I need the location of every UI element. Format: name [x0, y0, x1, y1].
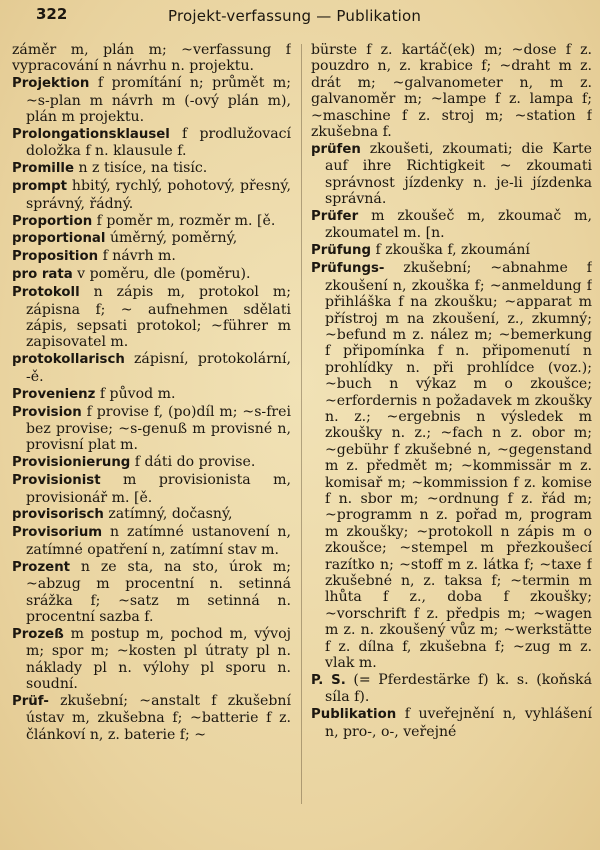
dictionary-entry [12, 160, 291, 177]
entry-definition: n zápis m, protokol m; zápisna f; ~ aufnehmen sdělati zápis, sepsati protokol; ~führer m zapisovatel m. [26, 284, 291, 351]
dictionary-entry [12, 248, 291, 265]
entry-definition: (= Pferdestärke f) k. s. (koňská síla f). [325, 671, 592, 706]
entry-definition: m postup m, pochod m, vývoj m; spor m; ~kosten pl útraty pl n. náklady pl n. výlohy pl sporu n. soudní. [26, 625, 291, 693]
entry-headword: prüfen [311, 141, 361, 157]
entry-headword: P. S. [311, 672, 346, 688]
entry-headword: pro rata [12, 267, 73, 283]
dictionary-entry [12, 559, 291, 626]
dictionary-entry [12, 626, 291, 693]
entry-headword: protokollarisch [12, 352, 125, 368]
dictionary-entry [311, 242, 592, 259]
dictionary-entry [311, 42, 592, 140]
entry-definition: zkoušeti, zkoumati; die Karte auf ihre Richtigkeit ~ zkoumati správnost jízdenky n. je-li jízdenka správná. [325, 140, 592, 208]
entry-definition: hbitý, rychlý, pohotový, přesný, správný, řádný. [26, 178, 291, 212]
dictionary-entry [12, 506, 291, 523]
entry-definition: m provisionista m, provisionář m. [ě. [26, 472, 291, 506]
dictionary-entry [12, 42, 291, 75]
entry-definition: n ze sta, na sto, úrok m; ~abzug m procentní n. setinná srážka f; ~satz m setinná n. procentní sazba f. [26, 558, 291, 625]
dictionary-entry [12, 178, 291, 212]
column-divider [301, 44, 302, 804]
entry-definition: n zatímné ustanovení n, zatímné opatření n, zatímní stav m. [26, 524, 291, 558]
dictionary-entry [12, 126, 291, 160]
entry-headword: Proportion [12, 213, 93, 229]
entry-definition: f uveřejnění n, vyhlášení n, pro-, o-, veřejné [325, 706, 592, 740]
entry-headword: Provisionierung [12, 455, 131, 471]
dictionary-entry [12, 75, 291, 125]
entry-headword: Publikation [311, 707, 397, 723]
entry-definition: záměr m, plán m; ~verfassung f vypracování n návrhu n. projektu. [12, 42, 291, 75]
dictionary-entry [311, 260, 592, 671]
entry-headword: Prüfer [311, 209, 359, 225]
entry-definition: f návrh m. [98, 248, 176, 265]
entry-headword: Protokoll [12, 285, 80, 301]
dictionary-entry [12, 472, 291, 506]
running-head: Projekt-verfassung — Publikation [168, 7, 422, 25]
dictionary-entry [12, 266, 291, 283]
entry-definition: zápisní, protokolární, -ě. [26, 351, 291, 385]
entry-headword: Prozeß [12, 626, 64, 642]
entry-definition: f provise f, (po)díl m; ~s-frei bez provise; ~s-genuß m provisné n, provisní plat m. [26, 403, 291, 454]
entry-headword: Provisorium [12, 525, 103, 541]
entry-definition: f dáti do provise. [130, 454, 256, 471]
entry-headword: provisorisch [12, 507, 104, 523]
left-column [12, 42, 291, 842]
dictionary-entry [12, 454, 291, 471]
dictionary-entry [12, 230, 291, 247]
entry-headword: Provenienz [12, 386, 96, 402]
entry-definition: zkušební; ~anstalt f zkušební ústav m, zkušebna f; ~batterie f z. článkoví n, z. baterie f; ~ [26, 692, 291, 743]
right-column [311, 42, 592, 842]
entry-headword: Promille [12, 161, 74, 177]
dictionary-entry [12, 351, 291, 385]
entry-definition: úměrný, poměrný, [105, 230, 238, 247]
dictionary-entry [12, 284, 291, 351]
entry-headword: prompt [12, 179, 67, 195]
entry-definition: f poměr m, rozměr m. [ě. [92, 212, 276, 229]
entry-definition: m zkoušeč m, zkoumač m, zkoumatel m. [n. [325, 208, 592, 242]
entry-headword: Proposition [12, 249, 99, 265]
entry-headword: Prüfungs- [311, 261, 385, 277]
entry-headword: Prüfung [311, 243, 372, 259]
entry-headword: Prüf- [12, 693, 49, 709]
page-number: 322 [36, 5, 68, 23]
entry-definition: zatímný, dočasný, [103, 506, 233, 523]
dictionary-entry [12, 693, 291, 743]
dictionary-entry [12, 386, 291, 403]
entry-headword: proportional [12, 231, 106, 247]
page-header [18, 3, 582, 31]
entry-headword: Provision [12, 404, 82, 420]
dictionary-entry [12, 213, 291, 230]
entry-headword: Prozent [12, 559, 71, 575]
entry-definition: bürste f z. kartáč(ek) m; ~dose f z. pouzdro n, z. krabice f; ~draht m z. drát m; ~galvanometer n, m z. galvanoměr m; ~lampe f z. lampa f; ~maschine f z. stroj m; ~station f zkušebna f. [311, 42, 592, 141]
entry-definition: n z tisíce, na tisíc. [74, 160, 208, 177]
entry-definition: f prodlužovací doložka f n. klausule f. [26, 126, 291, 160]
entry-definition: f promítání n; průmět m; ~s-plan m návrh m (-ový plán m), plán m projektu. [26, 75, 291, 126]
dictionary-entry [311, 141, 592, 208]
entry-definition: v poměru, dle (poměru). [72, 266, 251, 283]
entry-headword: Provisionist [12, 473, 101, 489]
entry-definition: f zkouška f, zkoumání [371, 242, 530, 259]
dictionary-entry [12, 404, 291, 454]
dictionary-entry [311, 208, 592, 242]
entry-headword: Projektion [12, 76, 90, 92]
entry-definition: zkušební; ~abnahme f zkoušení n, zkouška f; ~anmeldung f přihláška f na zkoušku; ~apparat m přístroj m na zkoušení, z., zkumný; ~befund m z. nález m; ~bemerkung f připomínka f n. připomenutí n prohlídky n. při prohlídce (voz.); ~buch n výkaz m o zkoušce; ~erfordernis n požadavek m zkoušky n. z.; ~ergebnis n výsledek m zkoušky n. z.; ~fach n z. obor m; ~gebühr f zkušebné n, ~gegenstand m z. předmět m; ~kommissär m z. komisař m; ~kommission f z. komise f n. sbor m; ~ordnung f z. řád m; ~programm n z. pořad m, program m zkoušky; ~protokoll n zápis m o zkoušce; ~stempel m přezkoušecí razítko n; ~stoff m z. látka f; ~taxe f zkušebné n, z. taksa f; ~termin m lhůta f z., doba f zkoušky; ~vorschrift f z. předpis m; ~wagen m z. n. zkoušený vůz m; ~werkstätte f z. dílna f, zkušebna f; ~zug m z. vlak m. [325, 260, 592, 672]
entry-definition: f původ m. [95, 385, 176, 402]
dictionary-entry [311, 706, 592, 740]
entry-headword: Prolongationsklausel [12, 127, 170, 143]
dictionary-entry [311, 672, 592, 706]
dictionary-entry [12, 524, 291, 558]
